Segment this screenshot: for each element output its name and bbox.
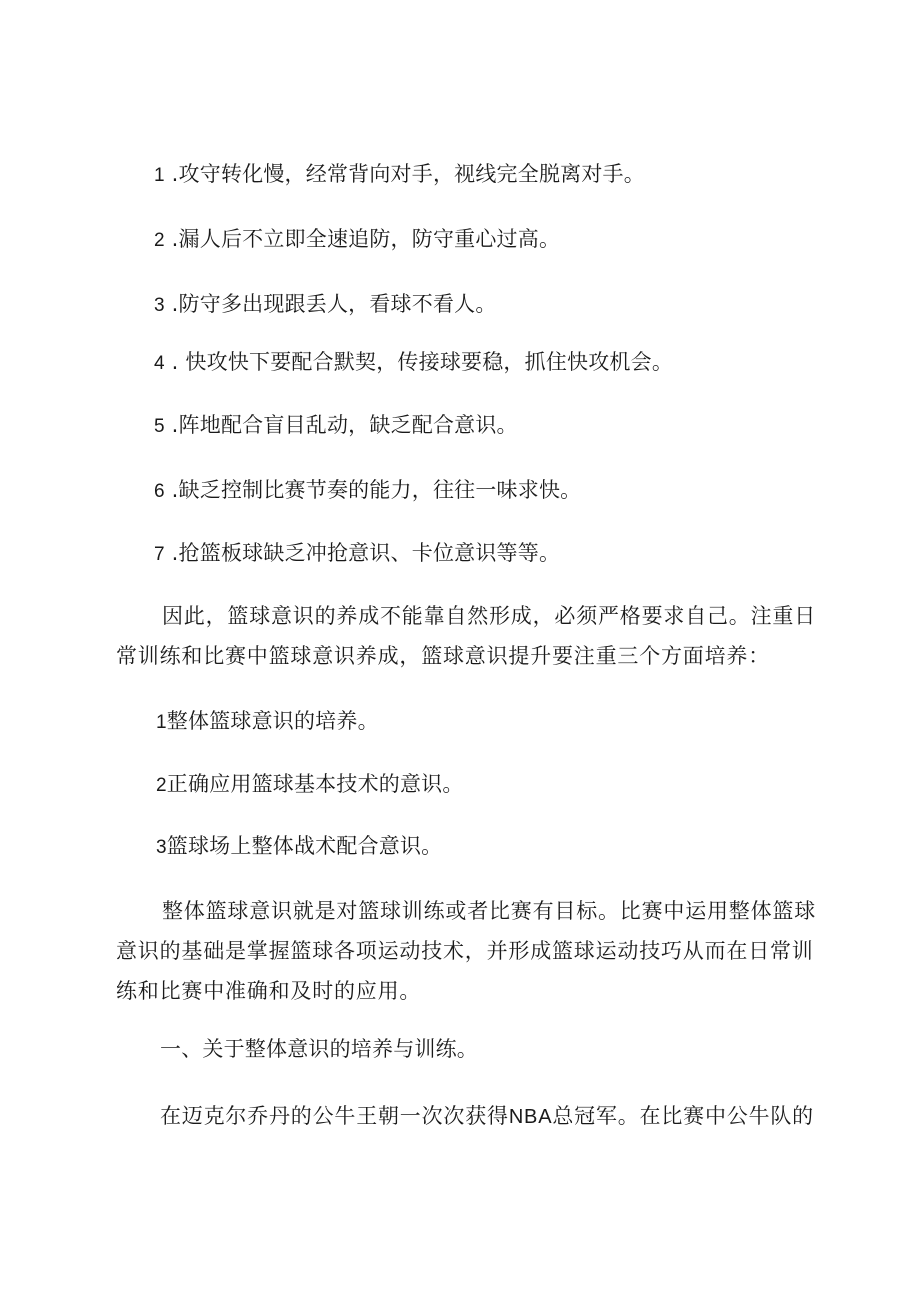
list-item (154, 223, 560, 257)
list-item (154, 474, 581, 508)
sub-item-number: 1 (156, 712, 167, 733)
sub-item-text: 篮球场上整体战术配合意识。 (166, 834, 443, 858)
sub-item (156, 830, 442, 864)
sub-item-text: 正确应用篮球基本技术的意识。 (166, 772, 464, 796)
list-item-text: .漏人后不立即全速追防，防守重心过高。 (171, 227, 561, 251)
paragraph-text: 在迈克尔乔丹的公牛王朝一次次获得 (160, 1104, 509, 1128)
list-item-number: 2 (154, 230, 165, 251)
sub-item-text: 整体篮球意识的培养。 (166, 709, 379, 733)
list-item-text: . 快攻快下要配合默契，传接球要稳，抓住快攻机会。 (171, 350, 674, 374)
sub-item (156, 705, 379, 739)
list-item-text: .缺乏控制比赛节奏的能力，往往一味求快。 (171, 478, 582, 502)
list-item-text: .攻守转化慢，经常背向对手，视线完全脱离对手。 (171, 162, 645, 186)
list-item-number: 6 (154, 481, 165, 502)
paragraph-text-nba: NBA (508, 1106, 553, 1128)
list-item (154, 346, 673, 380)
paragraph-text: 总冠军。在比赛中公牛队的 (552, 1104, 814, 1128)
list-item (154, 158, 645, 192)
list-item (154, 409, 518, 443)
list-item-text: .抢篮板球缺乏冲抢意识、卡位意识等等。 (171, 541, 561, 565)
list-item-number: 7 (154, 544, 165, 565)
section-heading: 一、关于整体意识的培养与训练。 (160, 1037, 478, 1061)
list-item (154, 537, 560, 571)
list-item-text: .阵地配合盲目乱动，缺乏配合意识。 (171, 413, 518, 437)
sub-item-number: 2 (156, 775, 167, 796)
list-item-number: 3 (154, 295, 165, 316)
sub-item-number: 3 (156, 837, 167, 858)
list-item-text: .防守多出现跟丢人，看球不看人。 (171, 292, 497, 316)
paragraph: 整体篮球意识就是对篮球训练或者比赛有目标。比赛中运用整体篮球意识的基础是掌握篮球各项运动技术，并形成篮球运动技巧从而在日常训练和比赛中准确和及时的应用。 (116, 899, 816, 1003)
paragraph: 因此，篮球意识的养成不能靠自然形成，必须严格要求自己。注重日常训练和比赛中篮球意识养成，篮球意识提升要注重三个方面培养： (116, 604, 816, 668)
sub-item (156, 768, 464, 802)
list-item-number: 5 (154, 416, 165, 437)
paragraph (160, 1100, 814, 1133)
list-item (154, 288, 497, 322)
list-item-number: 1 (154, 165, 165, 186)
list-item-number: 4 (154, 353, 165, 374)
